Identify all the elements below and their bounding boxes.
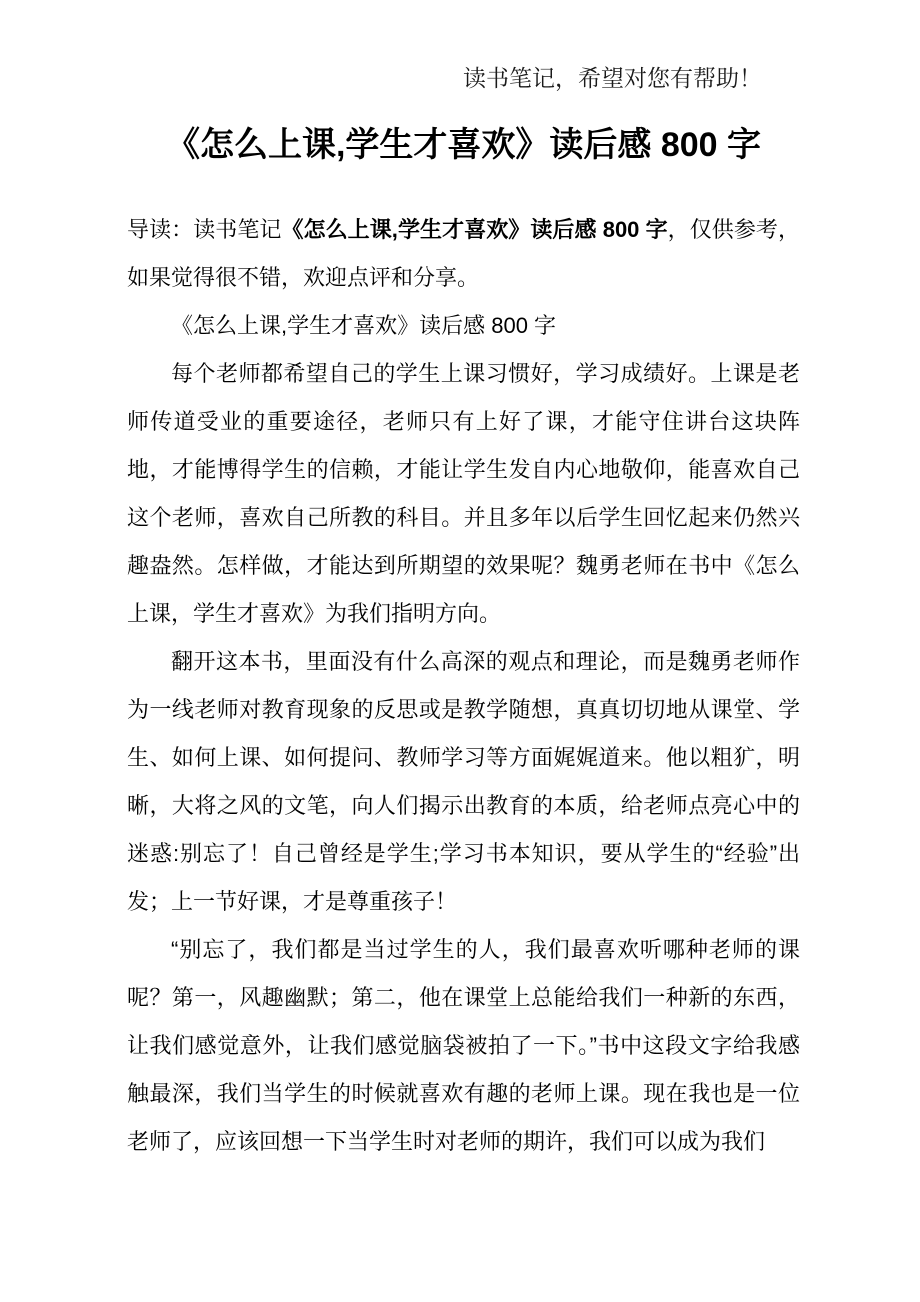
text-segment: 每个老师都希望自己的学生上课习惯好，学习成绩好。上课是老师传道受业的重要途径，老师只有上好了课，才能守住讲台这块阵地，才能博得学生的信赖，才能让学生发自内心地敬仰，能喜欢自己这个老师，喜欢自己所教的科目。并且多年以后学生回忆起来仍然兴趣盎然。怎样做，才能达到所期望的效果呢？魏勇老师在书中《怎么上课，学生才喜欢》为我们指明方向。 <box>127 361 800 626</box>
text-segment: ，仅供参考，如果觉得很不错，欢迎点评和分享。 <box>127 217 800 290</box>
document-body <box>127 206 800 1166</box>
document-title: 《怎么上课,学生才喜欢》读后感 800 字 <box>165 126 762 164</box>
text-segment: 《怎么上课,学生才喜欢》读后感 800 字 <box>171 313 557 338</box>
paragraph <box>127 350 800 638</box>
text-segment: 导读：读书笔记 <box>127 217 282 242</box>
paragraph <box>127 926 800 1166</box>
header-text: 读书笔记，希望对您有帮助！ <box>463 66 762 91</box>
text-segment: “别忘了，我们都是当过学生的人，我们最喜欢听哪种老师的课呢？第一，风趣幽默；第二，他在课堂上总能给我们一种新的东西，让我们感觉意外，让我们感觉脑袋被拍了一下。”书中这段文字给我感触最深，我们当学生的时候就喜欢有趣的老师上课。现在我也是一位老师了，应该回想一下当学生时对老师的期许，我们可以成为我们 <box>127 937 800 1154</box>
paragraph <box>127 638 800 926</box>
bold-text-segment: 《怎么上课,学生才喜欢》读后感 800 字 <box>281 217 668 242</box>
paragraph <box>127 206 800 302</box>
text-segment: 翻开这本书，里面没有什么高深的观点和理论，而是魏勇老师作为一线老师对教育现象的反思或是教学随想，真真切切地从课堂、学生、如何上课、如何提问、教师学习等方面娓娓道来。他以粗犷，明晰，大将之风的文笔，向人们揭示出教育的本质，给老师点亮心中的迷惑:别忘了！自己曾经是学生;学习书本知识，要从学生的“经验”出发；上一节好课，才是尊重孩子！ <box>127 649 800 914</box>
paragraph <box>127 302 800 350</box>
page-header <box>127 64 800 94</box>
